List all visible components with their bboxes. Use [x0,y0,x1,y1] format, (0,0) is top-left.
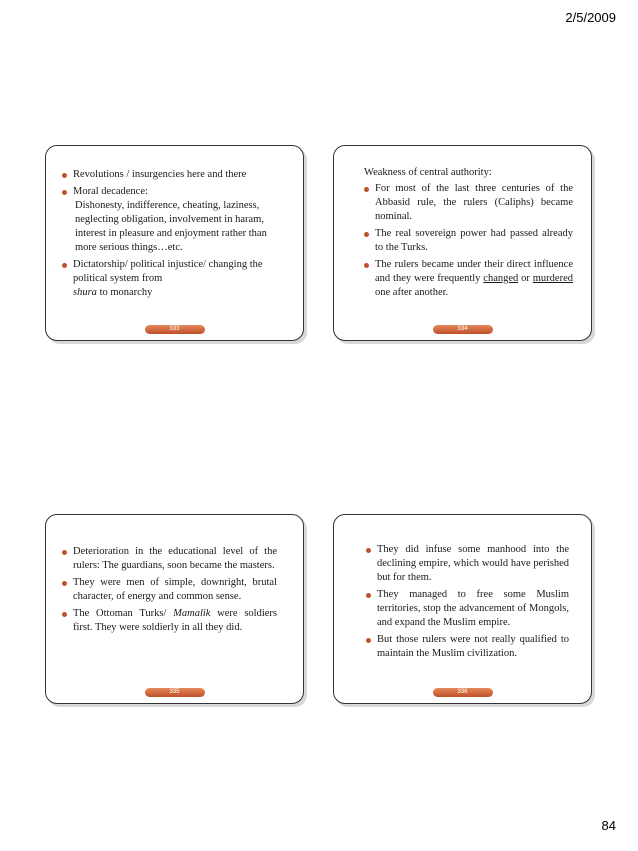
bullet-text: Deterioration in the educational level of the rulers: The guardians, soon became the masters. [73,546,277,571]
bullet-text-tail: were soldiers first. They were soldierly in all they did. [73,608,277,633]
page-number: 84 [601,818,616,833]
list-item [364,227,573,255]
slide-333 [45,145,304,341]
bullet-text-tail: to monarchy [96,287,153,298]
bullet-text: The real sovereign power had passed already to the Turks. [375,228,573,253]
italic-term: Mamalik [173,608,211,619]
bullet-icon [62,173,67,178]
bullet-text: They were men of simple, downright, brutal character, of energy and common sense. [73,577,277,602]
slide-number-badge: 334 [433,325,493,334]
list-item [62,258,283,300]
bullet-text-tail: one after another. [375,287,449,298]
slide-number-badge: 336 [433,688,493,697]
underlined-term: murdered [532,273,573,284]
slide-intro: Weakness of central authority: [364,167,492,178]
bullet-icon [364,263,369,268]
list-item [62,607,277,635]
list-item [62,185,283,255]
list-item [62,168,283,182]
bullet-icon [62,612,67,617]
bullet-icon [62,581,67,586]
slide-334 [333,145,592,341]
slide-body [364,166,573,303]
slide-number-badge: 335 [145,688,205,697]
bullet-icon [364,187,369,192]
list-item [366,633,569,661]
bullet-icon [366,638,371,643]
list-item [364,258,573,300]
bullet-text-mid: or [518,273,533,284]
bullet-icon [62,263,67,268]
bullet-text: They managed to free some Muslim territories, stop the advancement of Mongols, and expand the Muslim empire. [377,589,569,628]
slide-335 [45,514,304,704]
bullet-icon [62,550,67,555]
bullet-text: Revolutions / insurgencies here and there [73,169,247,180]
list-item [364,182,573,224]
italic-term: shura [73,287,97,298]
page-date: 2/5/2009 [565,10,616,25]
list-item [366,543,569,585]
bullet-icon [62,190,67,195]
list-item [366,588,569,630]
bullet-subtext: Dishonesty, indifference, cheating, laziness, neglecting obligation, involvement in haram, interest in pleasure and enjoyment rather than more serious things…etc. [75,200,267,253]
bullet-icon [366,593,371,598]
bullet-text: For most of the last three centuries of the Abbasid rule, the rulers (Caliphs) became nominal. [375,183,573,222]
slide-336 [333,514,592,704]
slide-number-badge: 333 [145,325,205,334]
slide-body [62,545,277,638]
bullet-text: The Ottoman Turks/ [73,608,167,619]
list-item [62,545,277,573]
slide-body [366,543,569,664]
bullet-text: Dictatorship/ political injustice/ changing the political system from [73,259,263,284]
bullet-icon [366,548,371,553]
bullet-text: The rulers became under their direct influence and they were frequently [375,259,573,284]
bullet-text: Moral decadence: [73,186,148,197]
underlined-term: changed [483,273,519,284]
bullet-text: But those rulers were not really qualified to maintain the Muslim civilization. [377,634,569,659]
slide-body [62,168,283,303]
list-item [62,576,277,604]
bullet-text: They did infuse some manhood into the declining empire, which would have perished but for them. [377,544,569,583]
bullet-icon [364,232,369,237]
